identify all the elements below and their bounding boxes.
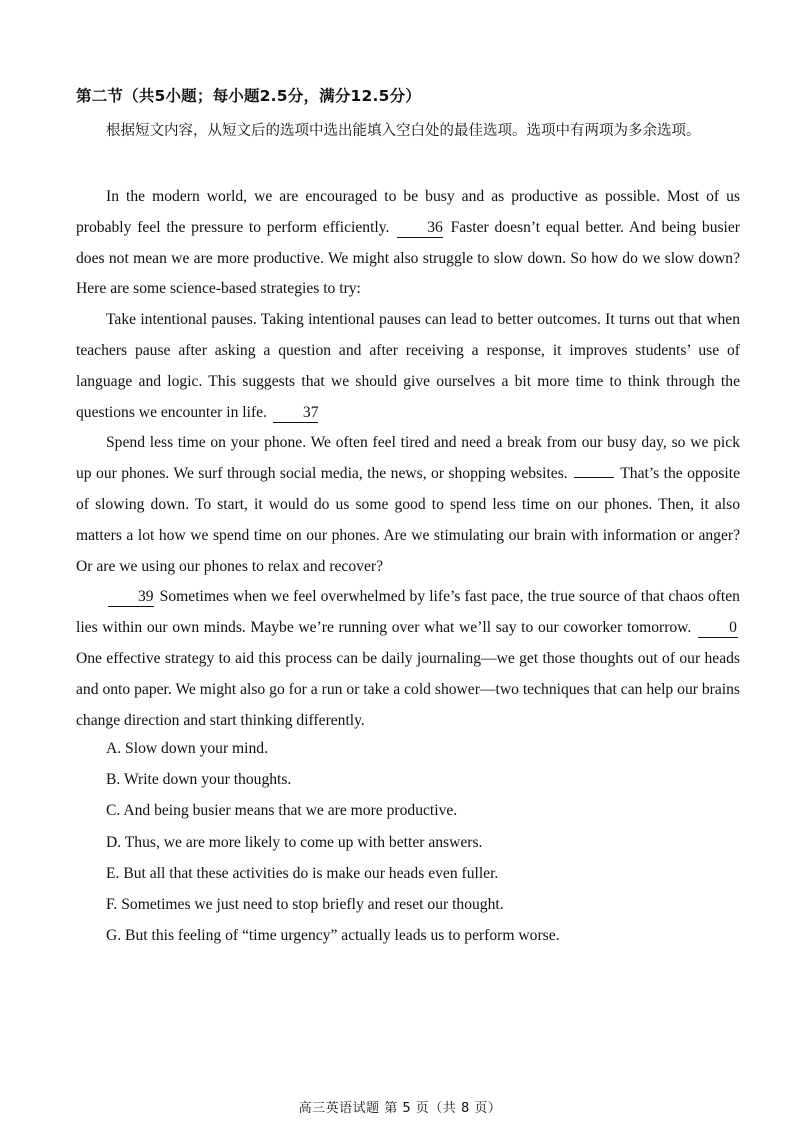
paragraph-1-text-b: Faster doesn’t equal better. And being busier does not mean we are more productive. We might also struggle to slow down. So how do we slow down? Here are some science-based strategies to try: [76, 218, 740, 298]
option-f: F. Sometimes we just need to stop briefly and reset our thought. [106, 896, 504, 914]
paragraph-4-text-b: One effective strategy to aid this process can be daily journaling—we get those thoughts out of our heads and onto paper. We might also go for a run or take a cold shower—two techniques that can help our brains change direction and start thinking differently. [76, 649, 740, 729]
paragraph-3-text-a: Spend less time on your phone. We often feel tired and need a break from our busy day, so we pick up our phones. We surf through social media, the news, or shopping websites. [76, 434, 740, 483]
instruction-text: 根据短文内容，从短文后的选项中选出能填入空白处的最佳选项。选项中有两项为多余选项。 [106, 123, 701, 139]
blank-37[interactable]: 37 [273, 404, 319, 423]
paragraph-2 [76, 305, 740, 428]
paragraph-4 [76, 582, 740, 736]
section-title: 第二节（共5小题；每小题2.5分，满分12.5分） [76, 87, 421, 105]
option-d: D. Thus, we are more likely to come up with better answers. [106, 833, 483, 851]
paragraph-4-text-a: Sometimes when we feel overwhelmed by life’s fast pace, the true source of that chaos often lies within our own minds. Maybe we’re running over what we’ll say to our coworker tomorrow. [76, 588, 740, 637]
blank-39[interactable]: 39 [108, 588, 154, 607]
paragraph-1-text-a: In the modern world, we are encouraged to be busy and as productive as possible. Most of us probably feel the pressure to perform efficiently. [76, 188, 740, 236]
paragraph-3-text-b: That’s the opposite of slowing down. To start, it would do us some good to spend less time on our phones. Then, it also matters a lot how we spend time on our phones. Are we stimulating our brain with information or anger? Or are we using our phones to relax and recover? [76, 465, 740, 575]
blank-40[interactable]: 0 [698, 619, 738, 638]
blank-36[interactable]: 36 [397, 219, 443, 238]
blank-38[interactable] [574, 477, 614, 478]
paragraph-2-text: Take intentional pauses. Taking intentional pauses can lead to better outcomes. It turns out that when teachers pause after asking a question and after receiving a response, it improves students’ use of language and logic. This suggests that we should give ourselves a bit more time to think through the questions we encounter in life. [76, 311, 740, 421]
option-a: A. Slow down your mind. [106, 740, 269, 757]
paragraph-3 [76, 428, 740, 582]
option-g: G. But this feeling of “time urgency” actually leads us to perform worse. [106, 927, 560, 945]
paragraph-1 [76, 182, 740, 305]
option-c: C. And being busier means that we are more productive. [106, 802, 458, 820]
options-list [106, 733, 746, 951]
option-e: E. But all that these activities do is make our heads even fuller. [106, 864, 499, 882]
passage [76, 182, 740, 736]
page-footer: 高三英语试题 第 5 页（共 8 页） [298, 1101, 502, 1116]
option-b: B. Write down your thoughts. [106, 771, 292, 789]
